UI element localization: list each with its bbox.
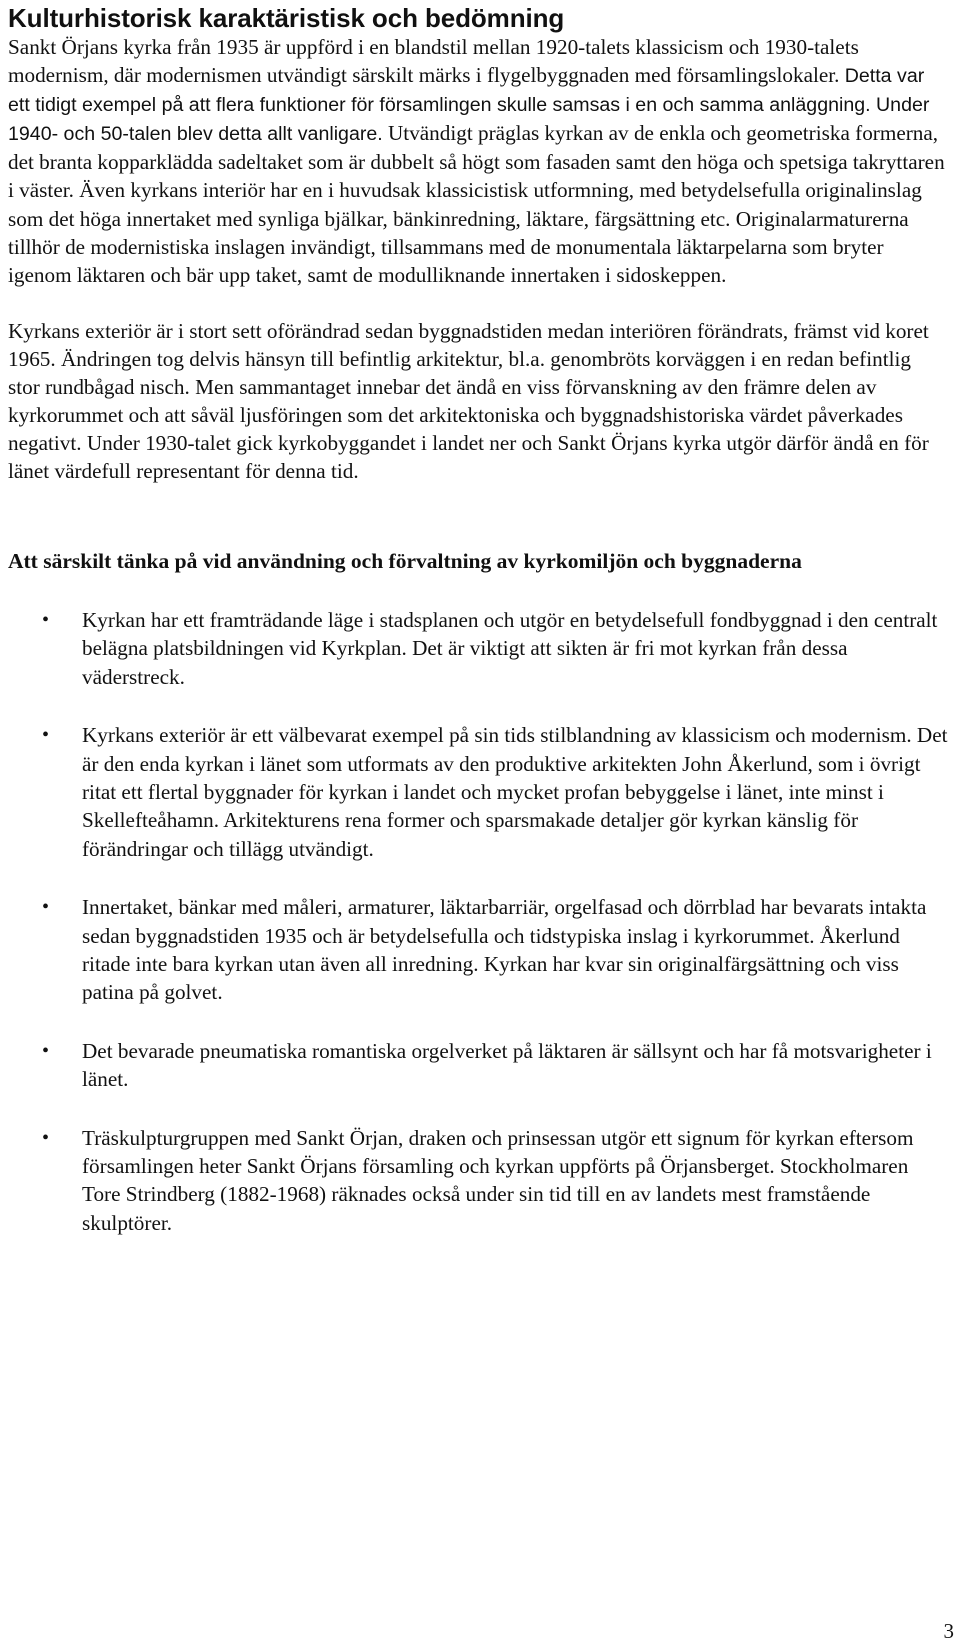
- bullet-icon: •: [42, 1126, 50, 1149]
- section-heading: Kulturhistorisk karaktäristisk och bedömning: [8, 3, 565, 33]
- subheading-management: Att särskilt tänka på vid användning och förvaltning av kyrkomiljön och byggnaderna: [8, 549, 802, 574]
- list-item-text: Kyrkans exteriör är ett välbevarat exempel på sin tids stilblandning av klassicism och modernism. Det är den enda kyrkan i länet som utformats av den produktive arkitekten John Åkerlund, som i övrigt ritat ett flertal byggnader för kyrkan i landet och mycket profan bebyggelse i länet, inte minst i Skellefteåhamn. Arkitekturens rena former och sparsmakade detaljer gör kyrkan känslig för förändringar och tillägg utvändigt.: [82, 723, 948, 861]
- paragraph-exterior: Kyrkans exteriör är i stort sett oförändrad sedan byggnadstiden medan interiören förändrats, främst vid koret 1965. Ändringen tog delvis hänsyn till befintlig arkitektur, bl.a. genombröts korväggen i en redan befintlig stor rundbågad nisch. Men sammantaget innebar det ändå en viss förvanskning av den främre delen av kyrkorummet och att såväl ljusföringen som det arkitektoniska och byggnadshistoriska värdet påverkades negativt. Under 1930-talet gick kyrkobyggandet i landet ner och Sankt Örjans kyrka utgör därför ändå en för länet värdefull representant för denna tid.: [8, 318, 929, 484]
- document-page: [8, 0, 948, 1267]
- paragraph-characteristics-part2: Detta var ett tidigt exempel på att flera funktioner för församlingen skulle samsas i en och samma anläggning. Under 1940- och 50-talen blev detta allt vanligare.: [8, 65, 930, 146]
- bullet-icon: •: [42, 896, 50, 919]
- paragraph-characteristics: [8, 33, 948, 289]
- list-item-text: Innertaket, bänkar med måleri, armaturer, läktarbarriär, orgelfasad och dörrblad har bevarats intakta sedan byggnadstiden 1935 och är betydelsefulla och tidstypiska inslag i kyrkorummet. Åkerlund ritade inte bara kyrkan utan även all inredning. Kyrkan har kvar sin originalfärgsättning och viss patina på golvet.: [82, 895, 927, 1005]
- bullet-icon: •: [42, 608, 50, 631]
- list-item: [8, 893, 948, 1007]
- list-item: [8, 721, 948, 863]
- list-item-text: Träskulpturgruppen med Sankt Örjan, draken och prinsessan utgör ett signum för kyrkan eftersom församlingen heter Sankt Örjans församling och kyrkan uppförts på Örjansberget. Stockholmaren Tore Strindberg (1882-1968) räknades också under sin tid till en av landets mest framstående skulptörer.: [82, 1125, 914, 1235]
- bullet-icon: •: [42, 1039, 50, 1062]
- list-item: [8, 606, 948, 691]
- bullet-list: [8, 606, 948, 1237]
- list-item-text: Kyrkan har ett framträdande läge i stadsplanen och utgör en betydelsefull fondbyggnad i den centralt belägna platsbildningen vid Kyrkplan. Det är viktigt att sikten är fri mot kyrkan från dessa väderstreck.: [82, 607, 938, 689]
- paragraph-characteristics-part1: Sankt Örjans kyrka från 1935 är uppförd i en blandstil mellan 1920-talets klassicism och 1930-talets modernism, där modernismen utvändigt särskilt märks i flygelbyggnaden med församlingslokaler.: [8, 35, 859, 88]
- list-item: [8, 1037, 948, 1094]
- paragraph-characteristics-part3: Utvändigt präglas kyrkan av de enkla och geometriska formerna, det branta kopparklädda sadeltaket som är dubbelt så högt som fasaden samt den höga och spetsiga takryttaren i väster. Även kyrkans interiör har en i huvudsak klassicistisk utformning, med betydelsefulla originalinslag som det höga innertaket med synliga bjälkar, bänkinredning, läktare, färgsättning etc. Originalarmaturerna tillhör de modernistiska inslagen invändigt, tillsammans med de monumentala läktarpelarna som bryter igenom läktaren och bär upp taket, samt de modulliknande innertaken i sidoskeppen.: [8, 121, 945, 287]
- page-number: 3: [943, 1619, 954, 1643]
- list-item: [8, 1124, 948, 1238]
- bullet-icon: •: [42, 724, 50, 747]
- list-item-text: Det bevarade pneumatiska romantiska orgelverket på läktaren är sällsynt och har få motsvarigheter i länet.: [82, 1038, 932, 1092]
